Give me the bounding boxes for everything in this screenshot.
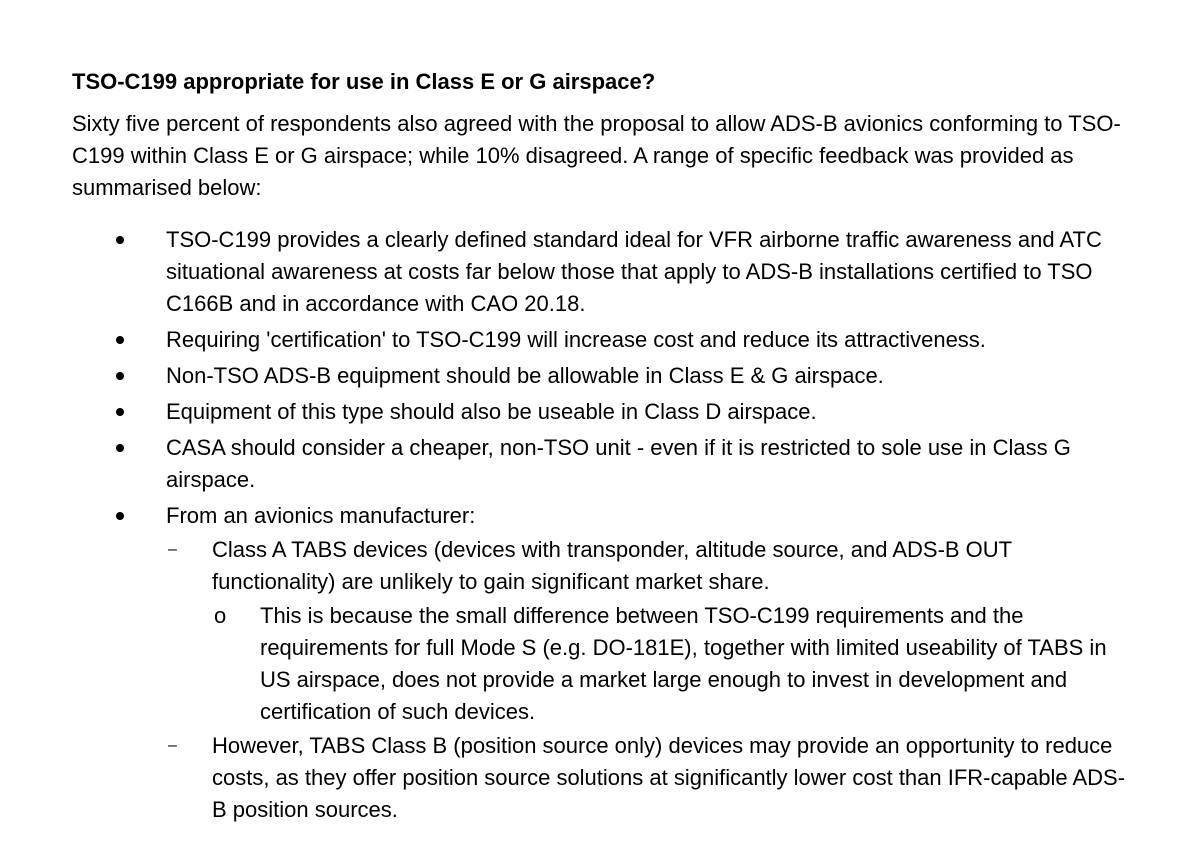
- bullet-icon: [116, 408, 124, 416]
- list-item-text: However, TABS Class B (position source only) devices may provide an opportunity to reduce costs, as they offer position source solutions at significantly lower cost than IFR-capable ADS-B position sources.: [212, 733, 1126, 822]
- feedback-list: [72, 224, 1132, 826]
- list-item: [72, 324, 1132, 356]
- list-item: [72, 396, 1132, 428]
- list-item: [166, 534, 1132, 728]
- dash-icon: –: [168, 737, 177, 754]
- list-item-text: Equipment of this type should also be useable in Class D airspace.: [166, 399, 817, 424]
- list-item: [166, 730, 1132, 826]
- sub-list: [212, 600, 1132, 728]
- circle-bullet-icon: o: [214, 603, 227, 628]
- dash-icon: –: [168, 541, 177, 558]
- list-item-text: This is because the small difference between TSO-C199 requirements and the requirements for full Mode S (e.g. DO-181E), together with limited useability of TABS in US airspace, does not provide a market large enough to invest in development and certification of such devices.: [260, 603, 1107, 724]
- intro-paragraph: Sixty five percent of respondents also agreed with the proposal to allow ADS-B avionics conforming to TSO-C199 within Class E or G airspace; while 10% disagreed. A range of specific feedback was provided as summarised below:: [72, 111, 1121, 200]
- list-item: [72, 360, 1132, 392]
- bullet-icon: [116, 372, 124, 380]
- bullet-icon: [116, 444, 124, 452]
- list-item: [72, 224, 1132, 320]
- list-item: [72, 432, 1132, 496]
- list-item-text: Non-TSO ADS-B equipment should be allowable in Class E & G airspace.: [166, 363, 884, 388]
- list-item-text: Requiring 'certification' to TSO-C199 will increase cost and reduce its attractiveness.: [166, 327, 986, 352]
- list-item: [212, 600, 1132, 728]
- list-item-text: TSO-C199 provides a clearly defined standard ideal for VFR airborne traffic awareness and ATC situational awareness at costs far below those that apply to ADS-B installations certified to TSO C166B and in accordance with CAO 20.18.: [166, 227, 1102, 316]
- list-item-text: Class A TABS devices (devices with transponder, altitude source, and ADS-B OUT functionality) are unlikely to gain significant market share.: [212, 537, 1012, 594]
- section-heading: TSO-C199 appropriate for use in Class E or G airspace?: [72, 69, 656, 94]
- bullet-icon: [116, 336, 124, 344]
- list-item: [72, 500, 1132, 826]
- bullet-icon: [116, 512, 124, 520]
- list-item-text: CASA should consider a cheaper, non-TSO unit - even if it is restricted to sole use in Class G airspace.: [166, 435, 1071, 492]
- document-page: [72, 66, 1132, 830]
- manufacturer-list: [166, 534, 1132, 826]
- bullet-icon: [116, 236, 124, 244]
- list-item-text: From an avionics manufacturer:: [166, 503, 476, 528]
